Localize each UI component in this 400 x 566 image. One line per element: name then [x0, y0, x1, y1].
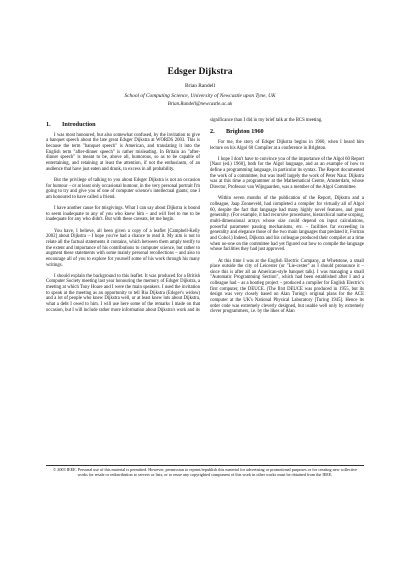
section-number: 1. — [46, 121, 51, 128]
paper-title: Edsger Dijkstra — [167, 66, 233, 77]
paragraph: Within seven months of the publication of the Report, Dijkstra and a colleague, Jaap Zonneveld, had completed a compiler for virtually all of Algol 60, despite the fact that language had many highly novel features, and great generality. (For example, it had recursive procedures, hierarchical name scoping, multi-dimensional arrays whose size could depend on input calculations, powerful parameter passing mechanisms, etc. – facilities far exceeding in generality and elegance those of the two main languages that predated it, Fortran and Cobol.) Indeed, Dijkstra and his colleague produced their compiler at a time when no-one on the committee had yet figured out how to compile the language whose facilities they had just approved. — [210, 196, 364, 253]
copyright-notice: © 2003 IEEE. Personal use of this material is permitted. However, permission to reprint/republish this material for advertising or promotional purposes or for creating new collective works for resale or redistribution to servers or lists, or to reuse any copyrighted component of this work in other works must be obtained from the IEEE. — [53, 467, 357, 477]
left-column — [46, 118, 200, 319]
section-title: Introduction — [62, 121, 96, 128]
footer-divider — [46, 465, 364, 466]
paragraph-continuation: significance than I did in my brief talk at the BCS meeting. — [210, 118, 323, 123]
paragraph: For me, the story of Edsger Dijkstra begins in 1960, when I heard him lecture on his Algol 60 Compiler at a conference in Brighton. — [210, 139, 364, 151]
paragraph: I hope I don't have to convince you of the importance of the Algol 60 Report [Naur (ed.) 1960], both for the Algol language, and as an example of how to define a programming language, in particular its syntax. The Report documented the work of a committee, but was itself largely the work of Peter Naur. Dijkstra was at this time a programmer at the Mathematical Centre, Amsterdam, whose Director, Professor van Wijngaarden, was a member of the Algol Committee. — [210, 156, 364, 191]
author-affiliation: School of Computing Science, University of Newcastle upon Tyne, UK — [124, 93, 276, 99]
paragraph: You have, I believe, all been given a copy of a leaflet [Campbell-Kelly 2002] about Dijkstra – I hope you've had a chance to read it. My aim is not to relate all the factual statements it contains, which between them amply testify to the extent and importance of his contributions to computer science, but rather to augment these statements with some mainly personal recollections – and also to encourage all of you to explore for yourself some of his work through his many writings. — [46, 228, 200, 268]
section-title: Brighton 1960 — [226, 128, 264, 136]
paragraph: I have another cause for misgivings. What I can say about Dijkstra is bound to seem inadequate to any of you who knew him – and will feel to me to be inadequate for any who didn't. But with these caveats, let me begin. — [46, 206, 200, 223]
paragraph: But the privilege of talking to you about Edsger Dijkstra is not an occasion for humour – or at least only occasional humour, in the very personal portrait I'm going to try and give you of one of computer science's intellectual giants; one I am honoured to have called a friend. — [46, 177, 200, 200]
section-number: 2. — [210, 128, 215, 136]
right-column — [210, 118, 364, 321]
section-heading-introduction — [46, 122, 200, 128]
paragraph: At this time I was at the English Electric Company, at Whetstone, a small place outside the city of Leicester (or "Lie-cester" as I should pronounce it – since this is after all an American-style banquet talk). I was managing a small "Automatic Programming Section", which had been established after I and a colleague had – as a bootleg project – produced a compiler for English Electric's first computer, the DEUCE. (The first DEUCE was produced in 1955, but its design was very closely based on Alan Turing's original plans for the ACE computer at the UK's National Physical Laboratory [Turing 1945]. Hence its order code was extremely cleverly designed, but usable well only by extremely clever programmers, i.e. by the likes of Alan — [210, 258, 364, 315]
paragraph: I was most honoured, but also somewhat confused, by the invitation to give a banquet speech about the late great Edsger Dijkstra at WORDS 2003. This is because the term "banquet speech" is American, and translating it into the English term "after-dinner speech" is rather misleading. In Britain an "after-dinner speech" is meant to be, above all, humorous, so as to be capable of entertaining, and retaining at least the attention, if not the enthusiasm, of an audience that have just eaten and drunk, to excess in all probability. — [46, 132, 200, 172]
author-email[interactable]: Brian.Randell@newcastle.ac.uk — [167, 102, 233, 107]
paragraph: I should explain the background to this leaflet. It was produced for a British Computer Society meeting last year honouring the memory of Edsger Dijkstra, a meeting at which Tony Hoare and I were the main speakers. I used the invitation to speak at the meeting as an opportunity to tell Ria Dijkstra (Edsger's widow) and a lot of people who knew Dijkstra well, or at least knew lots about Dijkstra, what a debt I owed to him. I will use here some of the remarks I made on that occasion, but I will include rather more information about Dijkstra's work and its — [46, 273, 201, 313]
author-name: Brian Randell — [184, 83, 216, 89]
section-heading-brighton — [210, 129, 364, 135]
